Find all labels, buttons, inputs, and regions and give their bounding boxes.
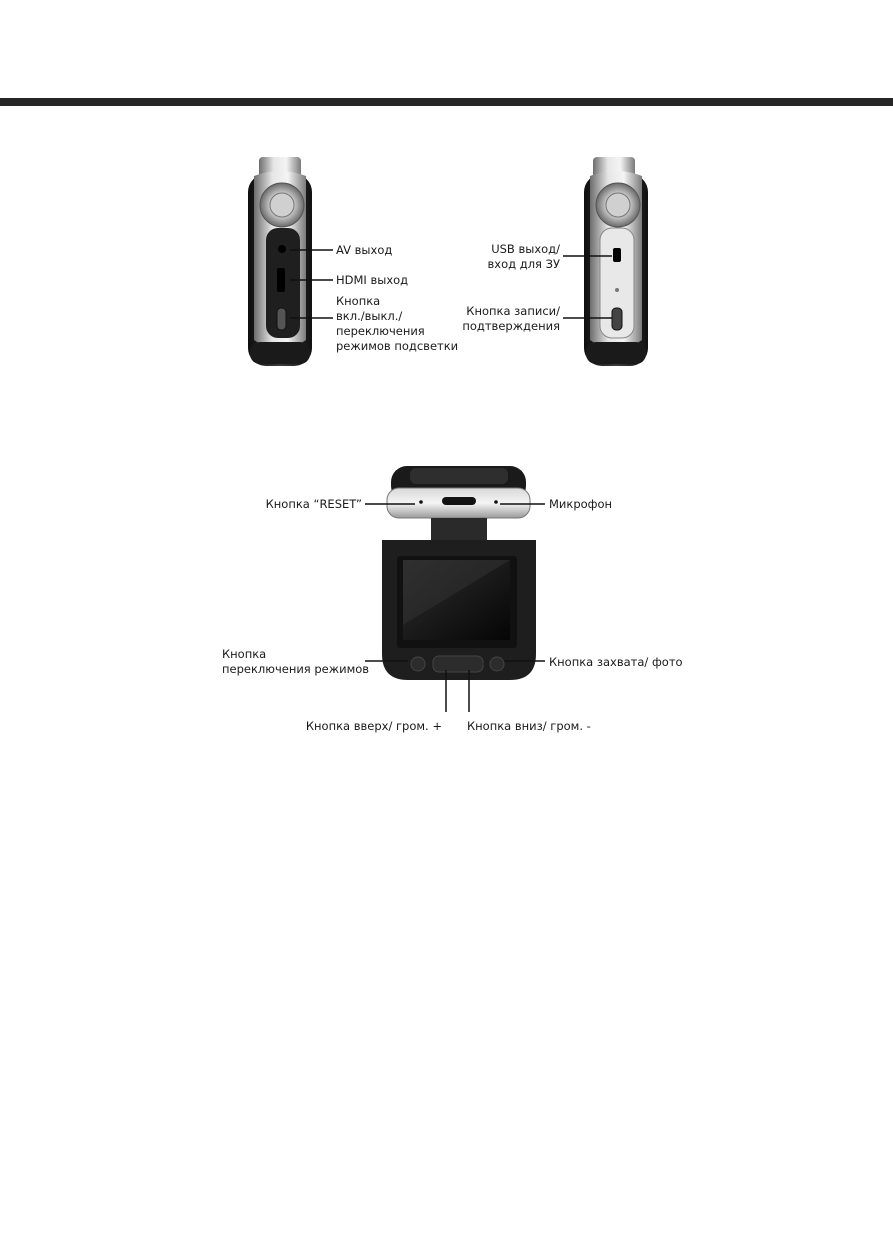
- capture-button-label: Кнопка захвата/ фото: [549, 655, 683, 669]
- power-button-label: Кнопка вкл./выкл./ переключения режимов подсветки: [336, 294, 459, 353]
- side-view-right: [584, 157, 648, 366]
- record-button-label: Кнопка записи/ подтверждения: [462, 304, 560, 333]
- mode-button-label: Кнопка переключения режимов: [222, 647, 370, 676]
- reset-button-label: Кнопка “RESET”: [265, 497, 362, 511]
- av-out-label: AV выход: [336, 243, 393, 257]
- usb-out-label: USB выход/ вход для ЗУ: [487, 242, 560, 271]
- down-button-label: Кнопка вниз/ гром. -: [467, 719, 591, 733]
- front-view: [382, 466, 536, 680]
- up-button-label: Кнопка вверх/ гром. +: [305, 719, 442, 733]
- microphone-label: Микрофон: [549, 497, 613, 511]
- hdmi-out-label: HDMI выход: [336, 273, 409, 287]
- side-view-left: [248, 157, 312, 366]
